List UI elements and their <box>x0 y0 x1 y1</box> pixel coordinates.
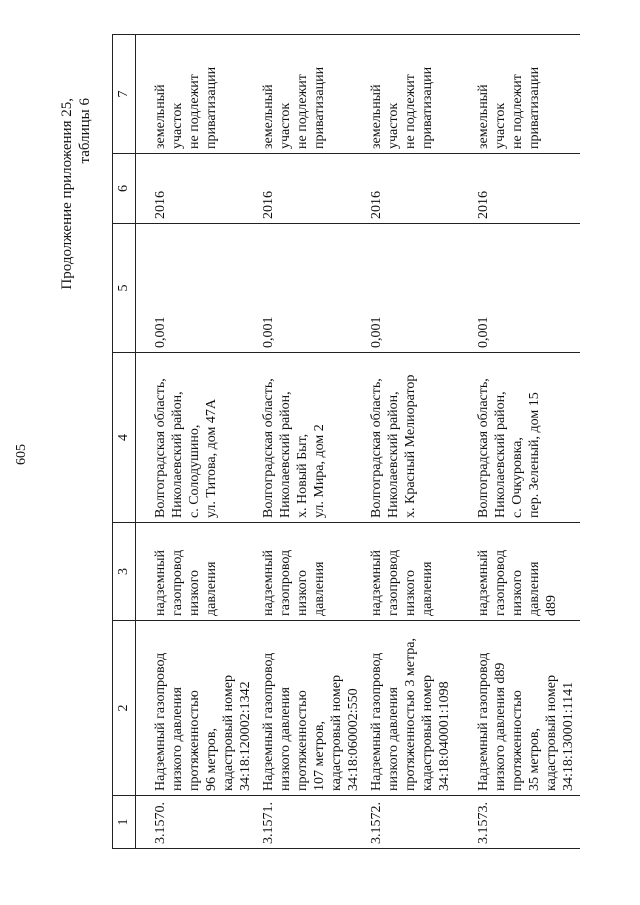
value-cell: 0,001 <box>136 224 258 353</box>
column-header-2: 2 <box>113 621 136 796</box>
object-name-cell-line: Надземный газопровод <box>369 652 384 791</box>
object-type-cell-line: давления <box>312 561 327 616</box>
table-row <box>257 35 365 849</box>
object-name-cell-line: кадастровый номер <box>329 675 344 791</box>
address-cell-line: Николаевский район, <box>278 391 293 518</box>
row-number-cell: 3.1571. <box>257 796 365 849</box>
object-type-cell-line: давления <box>527 561 542 616</box>
address-cell <box>257 353 365 523</box>
object-name-cell-line: Надземный газопровод <box>261 652 276 791</box>
address-cell-line: Волгоградская область, <box>476 378 491 518</box>
table-row <box>472 35 580 849</box>
address-cell-line: х. Красный Мелиоратор <box>403 374 418 518</box>
note-cell-line: земельный <box>153 84 168 149</box>
object-name-cell-line: кадастровый номер <box>221 675 236 791</box>
object-type-cell-line: надземный <box>476 550 491 616</box>
table-row <box>365 35 472 849</box>
object-type-cell-line: газопровод <box>386 549 401 616</box>
object-name-cell-line: низкого давления <box>278 687 293 791</box>
note-cell-line: приватизации <box>420 66 435 149</box>
object-name-cell-line: протяженностью <box>510 690 525 791</box>
row-number-cell: 3.1570. <box>136 796 258 849</box>
object-name-cell-line: кадастровый номер <box>544 675 559 791</box>
object-name-cell-line: низкого давления d89 <box>493 662 508 791</box>
note-cell <box>257 35 365 154</box>
address-cell-line: Николаевский район, <box>493 391 508 518</box>
object-type-cell <box>472 523 580 621</box>
note-cell-line: участок <box>170 102 185 149</box>
value-cell: 0,001 <box>257 224 365 353</box>
column-header-4: 4 <box>113 353 136 523</box>
address-cell-line: Николаевский район, <box>170 391 185 518</box>
object-name-cell-line: кадастровый номер <box>420 675 435 791</box>
note-cell-line: участок <box>493 102 508 149</box>
address-cell-line: с. Очкуровка, <box>510 437 525 518</box>
address-cell <box>136 353 258 523</box>
note-cell-line: участок <box>278 102 293 149</box>
object-name-cell-line: 35 метров, <box>527 728 542 791</box>
object-type-cell-line: надземный <box>369 550 384 616</box>
column-header-6: 6 <box>113 154 136 224</box>
object-type-cell-line: газопровод <box>170 549 185 616</box>
note-cell-line: не подлежит <box>403 74 418 149</box>
address-cell <box>472 353 580 523</box>
column-header-3: 3 <box>113 523 136 621</box>
object-type-cell-line: надземный <box>153 550 168 616</box>
note-cell-line: приватизации <box>204 66 219 149</box>
note-cell-line: не подлежит <box>510 74 525 149</box>
object-name-cell <box>257 621 365 796</box>
note-cell-line: земельный <box>369 84 384 149</box>
address-cell-line: пер. Зеленый, дом 15 <box>527 392 542 518</box>
address-cell-line: ул. Титова, дом 47А <box>204 399 219 518</box>
address-cell <box>365 353 472 523</box>
note-cell <box>472 35 580 154</box>
year-cell: 2016 <box>472 154 580 224</box>
object-name-cell-line: протяженностью <box>187 690 202 791</box>
value-cell: 0,001 <box>472 224 580 353</box>
object-type-cell-line: низкого <box>510 570 525 616</box>
note-cell-line: не подлежит <box>187 74 202 149</box>
appendix-caption <box>58 98 94 290</box>
object-type-cell-line: давления <box>204 561 219 616</box>
value-cell: 0,001 <box>365 224 472 353</box>
object-name-cell-line: 34:18:040001:1098 <box>437 681 452 791</box>
object-type-cell-line: низкого <box>187 570 202 616</box>
address-cell-line: Николаевский район, <box>386 391 401 518</box>
property-table <box>112 34 580 849</box>
page-number: 605 <box>14 444 29 465</box>
object-type-cell-line: низкого <box>295 570 310 616</box>
object-name-cell-line: низкого давления <box>170 687 185 791</box>
object-type-cell-line: низкого <box>403 570 418 616</box>
note-cell-line: земельный <box>261 84 276 149</box>
note-cell <box>136 35 258 154</box>
address-cell-line: Волгоградская область, <box>369 378 384 518</box>
note-cell-line: земельный <box>476 84 491 149</box>
caption-line-1: Продолжение приложения 25, <box>59 98 75 290</box>
year-cell: 2016 <box>136 154 258 224</box>
object-name-cell <box>136 621 258 796</box>
object-type-cell <box>365 523 472 621</box>
address-cell-line: ул. Мира, дом 2 <box>312 424 327 518</box>
column-header-1: 1 <box>113 796 136 849</box>
note-cell <box>365 35 472 154</box>
object-type-cell-line: газопровод <box>493 549 508 616</box>
row-number-cell: 3.1573. <box>472 796 580 849</box>
object-name-cell-line: низкого давления <box>386 687 401 791</box>
object-name-cell-line: 34:18:120002:1342 <box>238 681 253 791</box>
object-name-cell-line: Надземный газопровод <box>476 652 491 791</box>
note-cell-line: приватизации <box>312 66 327 149</box>
year-cell: 2016 <box>365 154 472 224</box>
object-type-cell-line: давления <box>420 561 435 616</box>
object-name-cell-line: 34:18:060002:550 <box>346 688 361 791</box>
address-cell-line: с. Солодушино, <box>187 424 202 518</box>
row-number-cell: 3.1572. <box>365 796 472 849</box>
table-row <box>136 35 258 849</box>
object-name-cell-line: протяженностью <box>295 690 310 791</box>
object-type-cell <box>136 523 258 621</box>
note-cell-line: не подлежит <box>295 74 310 149</box>
object-type-cell-line: надземный <box>261 550 276 616</box>
column-header-7: 7 <box>113 35 136 154</box>
object-name-cell-line: 96 метров, <box>204 728 219 791</box>
note-cell-line: приватизации <box>527 66 542 149</box>
object-name-cell-line: 107 метров, <box>312 721 327 791</box>
address-cell-line: х. Новый Быт, <box>295 433 310 518</box>
object-type-cell-line: газопровод <box>278 549 293 616</box>
address-cell-line: Волгоградская область, <box>153 378 168 518</box>
table-body <box>136 35 581 849</box>
object-type-cell <box>257 523 365 621</box>
address-cell-line: Волгоградская область, <box>261 378 276 518</box>
year-cell: 2016 <box>257 154 365 224</box>
object-name-cell-line: протяженностью 3 метра, <box>403 638 418 791</box>
object-type-cell-line: d89 <box>544 595 559 616</box>
caption-line-2: таблицы 6 <box>77 98 93 164</box>
object-name-cell <box>472 621 580 796</box>
object-name-cell <box>365 621 472 796</box>
note-cell-line: участок <box>386 102 401 149</box>
table-header-row <box>113 35 136 849</box>
column-header-5: 5 <box>113 224 136 353</box>
object-name-cell-line: Надземный газопровод <box>153 652 168 791</box>
object-name-cell-line: 34:18:130001:1141 <box>561 681 576 791</box>
